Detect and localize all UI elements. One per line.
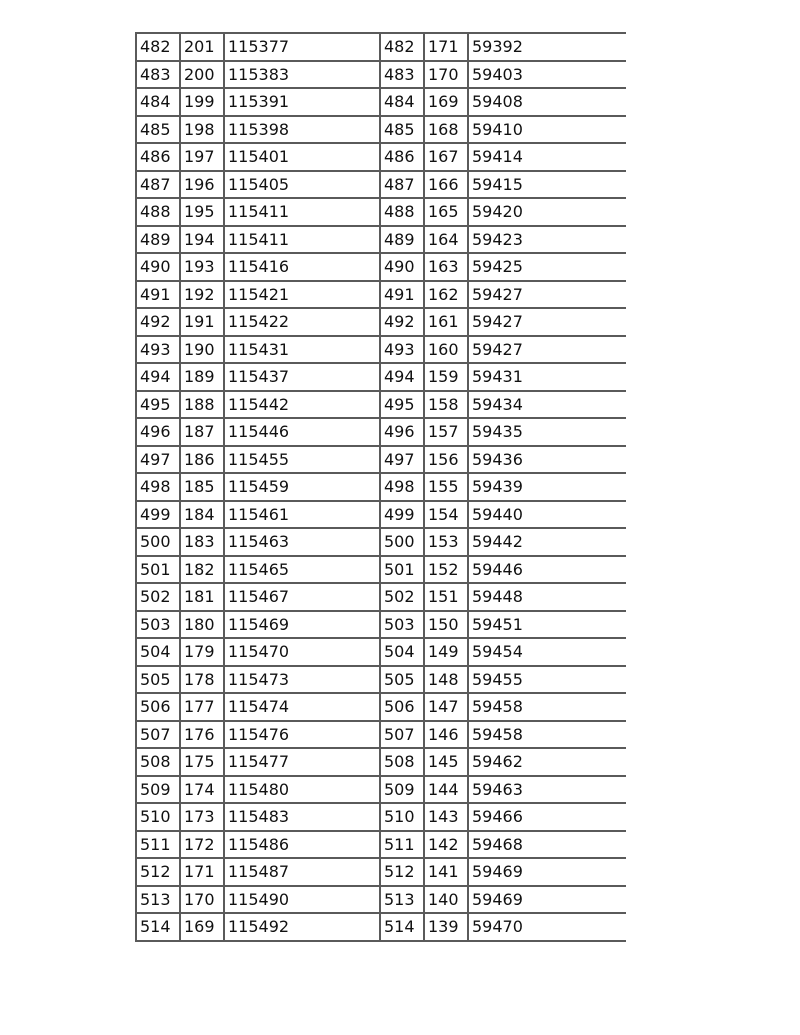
table-cell-cumulative-left: 115411	[224, 226, 380, 254]
table-cell-cumulative-left: 115461	[224, 501, 380, 529]
table-row	[136, 693, 626, 721]
table-row	[136, 776, 626, 804]
table-cell-score-left: 484	[136, 88, 180, 116]
table-cell-score-left: 505	[136, 666, 180, 694]
table-body	[136, 33, 626, 941]
table-cell-score-right: 496	[380, 418, 424, 446]
table-cell-score-left: 513	[136, 886, 180, 914]
table-cell-count-left: 178	[180, 666, 224, 694]
table-cell-score-right: 488	[380, 198, 424, 226]
table-cell-count-left: 176	[180, 721, 224, 749]
table-cell-score-left: 482	[136, 33, 180, 61]
table-cell-cumulative-right: 59425	[468, 253, 626, 281]
table-cell-count-right: 155	[424, 473, 468, 501]
table-cell-score-left: 498	[136, 473, 180, 501]
table-row	[136, 913, 626, 941]
table-row	[136, 281, 626, 309]
table-cell-count-left: 188	[180, 391, 224, 419]
table-cell-score-left: 509	[136, 776, 180, 804]
table-cell-score-left: 514	[136, 913, 180, 941]
table-row	[136, 858, 626, 886]
table-cell-count-left: 173	[180, 803, 224, 831]
table-cell-cumulative-right: 59455	[468, 666, 626, 694]
table-cell-count-right: 145	[424, 748, 468, 776]
table-cell-count-right: 139	[424, 913, 468, 941]
table-row	[136, 831, 626, 859]
table-cell-cumulative-right: 59420	[468, 198, 626, 226]
table-cell-count-left: 198	[180, 116, 224, 144]
table-row	[136, 803, 626, 831]
table-cell-score-right: 489	[380, 226, 424, 254]
table-cell-score-left: 485	[136, 116, 180, 144]
table-cell-cumulative-left: 115377	[224, 33, 380, 61]
table-cell-score-right: 485	[380, 116, 424, 144]
table-row	[136, 61, 626, 89]
table-cell-count-right: 171	[424, 33, 468, 61]
table-cell-cumulative-left: 115465	[224, 556, 380, 584]
table-cell-score-right: 513	[380, 886, 424, 914]
table-cell-score-left: 487	[136, 171, 180, 199]
table-cell-cumulative-right: 59458	[468, 693, 626, 721]
table-cell-cumulative-right: 59431	[468, 363, 626, 391]
table-cell-cumulative-right: 59448	[468, 583, 626, 611]
table-cell-cumulative-left: 115473	[224, 666, 380, 694]
table-row	[136, 886, 626, 914]
table-cell-score-right: 494	[380, 363, 424, 391]
table-cell-score-left: 497	[136, 446, 180, 474]
table-cell-count-right: 142	[424, 831, 468, 859]
table-cell-score-left: 506	[136, 693, 180, 721]
table-cell-count-left: 186	[180, 446, 224, 474]
table-cell-cumulative-left: 115463	[224, 528, 380, 556]
table-cell-count-right: 157	[424, 418, 468, 446]
table-cell-cumulative-left: 115480	[224, 776, 380, 804]
table-cell-count-left: 180	[180, 611, 224, 639]
table-cell-count-right: 147	[424, 693, 468, 721]
table-cell-score-right: 510	[380, 803, 424, 831]
table-row	[136, 556, 626, 584]
table-cell-count-right: 148	[424, 666, 468, 694]
table-row	[136, 143, 626, 171]
table-cell-score-right: 508	[380, 748, 424, 776]
table-cell-cumulative-right: 59458	[468, 721, 626, 749]
table-cell-cumulative-right: 59469	[468, 858, 626, 886]
table-cell-cumulative-left: 115455	[224, 446, 380, 474]
table-cell-count-left: 199	[180, 88, 224, 116]
table-cell-count-left: 170	[180, 886, 224, 914]
table-cell-cumulative-right: 59414	[468, 143, 626, 171]
table-cell-count-right: 160	[424, 336, 468, 364]
table-cell-score-left: 491	[136, 281, 180, 309]
table-cell-count-left: 174	[180, 776, 224, 804]
table-cell-score-right: 509	[380, 776, 424, 804]
table-cell-count-right: 152	[424, 556, 468, 584]
table-row	[136, 116, 626, 144]
table-cell-score-right: 491	[380, 281, 424, 309]
table-cell-count-right: 154	[424, 501, 468, 529]
table-cell-score-left: 493	[136, 336, 180, 364]
table-cell-cumulative-left: 115398	[224, 116, 380, 144]
table-cell-score-left: 507	[136, 721, 180, 749]
table-cell-score-right: 482	[380, 33, 424, 61]
table-cell-score-right: 511	[380, 831, 424, 859]
table-cell-cumulative-left: 115405	[224, 171, 380, 199]
table-cell-score-right: 498	[380, 473, 424, 501]
table-cell-count-right: 168	[424, 116, 468, 144]
table-cell-count-right: 166	[424, 171, 468, 199]
table-cell-count-left: 185	[180, 473, 224, 501]
table-cell-count-left: 193	[180, 253, 224, 281]
table-cell-cumulative-right: 59463	[468, 776, 626, 804]
table-cell-cumulative-right: 59440	[468, 501, 626, 529]
table-row	[136, 528, 626, 556]
table-cell-count-right: 156	[424, 446, 468, 474]
table-cell-count-left: 190	[180, 336, 224, 364]
table-cell-score-left: 510	[136, 803, 180, 831]
table-cell-count-left: 200	[180, 61, 224, 89]
table-cell-cumulative-right: 59439	[468, 473, 626, 501]
table-cell-count-left: 196	[180, 171, 224, 199]
table-cell-cumulative-left: 115437	[224, 363, 380, 391]
table-cell-score-right: 495	[380, 391, 424, 419]
table-cell-score-right: 500	[380, 528, 424, 556]
table-cell-score-left: 488	[136, 198, 180, 226]
table-row	[136, 418, 626, 446]
table-cell-cumulative-left: 115459	[224, 473, 380, 501]
table-cell-count-left: 181	[180, 583, 224, 611]
table-cell-count-right: 143	[424, 803, 468, 831]
table-cell-count-right: 169	[424, 88, 468, 116]
table-cell-count-left: 169	[180, 913, 224, 941]
table-cell-cumulative-right: 59435	[468, 418, 626, 446]
table-cell-cumulative-left: 115474	[224, 693, 380, 721]
table-cell-cumulative-right: 59468	[468, 831, 626, 859]
table-cell-count-left: 179	[180, 638, 224, 666]
table-cell-cumulative-right: 59442	[468, 528, 626, 556]
table-cell-score-right: 493	[380, 336, 424, 364]
table-cell-count-left: 184	[180, 501, 224, 529]
table-cell-score-right: 501	[380, 556, 424, 584]
score-ranking-table	[135, 32, 626, 942]
table-cell-cumulative-right: 59462	[468, 748, 626, 776]
table-cell-cumulative-right: 59454	[468, 638, 626, 666]
table-cell-score-left: 483	[136, 61, 180, 89]
table-cell-score-left: 496	[136, 418, 180, 446]
table-cell-count-right: 153	[424, 528, 468, 556]
table-cell-count-left: 175	[180, 748, 224, 776]
table-cell-cumulative-right: 59392	[468, 33, 626, 61]
table-cell-cumulative-right: 59470	[468, 913, 626, 941]
table-row	[136, 171, 626, 199]
table-cell-score-left: 503	[136, 611, 180, 639]
table-cell-cumulative-left: 115486	[224, 831, 380, 859]
table-row	[136, 748, 626, 776]
table-cell-score-right: 504	[380, 638, 424, 666]
table-cell-cumulative-left: 115442	[224, 391, 380, 419]
table-cell-count-right: 163	[424, 253, 468, 281]
table-cell-score-left: 486	[136, 143, 180, 171]
table-cell-count-left: 177	[180, 693, 224, 721]
table-cell-score-left: 512	[136, 858, 180, 886]
table-cell-score-right: 497	[380, 446, 424, 474]
table-cell-cumulative-left: 115476	[224, 721, 380, 749]
table-cell-score-right: 502	[380, 583, 424, 611]
table-cell-cumulative-left: 115446	[224, 418, 380, 446]
table-row	[136, 363, 626, 391]
table-cell-cumulative-left: 115487	[224, 858, 380, 886]
table-cell-cumulative-left: 115490	[224, 886, 380, 914]
table-row	[136, 473, 626, 501]
table-cell-count-right: 159	[424, 363, 468, 391]
table-row	[136, 226, 626, 254]
table-row	[136, 253, 626, 281]
table-cell-cumulative-right: 59446	[468, 556, 626, 584]
table-row	[136, 583, 626, 611]
table-cell-cumulative-left: 115401	[224, 143, 380, 171]
table-cell-cumulative-right: 59423	[468, 226, 626, 254]
table-cell-cumulative-right: 59427	[468, 281, 626, 309]
table-cell-score-right: 484	[380, 88, 424, 116]
table-cell-score-right: 483	[380, 61, 424, 89]
table-cell-score-left: 490	[136, 253, 180, 281]
table-cell-score-left: 511	[136, 831, 180, 859]
table-row	[136, 721, 626, 749]
table-row	[136, 33, 626, 61]
table-cell-count-right: 170	[424, 61, 468, 89]
table-cell-score-right: 492	[380, 308, 424, 336]
table-cell-count-left: 194	[180, 226, 224, 254]
table-cell-score-left: 494	[136, 363, 180, 391]
table-cell-cumulative-left: 115431	[224, 336, 380, 364]
table-cell-score-right: 512	[380, 858, 424, 886]
table-cell-count-left: 171	[180, 858, 224, 886]
table-cell-score-right: 487	[380, 171, 424, 199]
table-cell-score-left: 502	[136, 583, 180, 611]
table-row	[136, 308, 626, 336]
table-row	[136, 336, 626, 364]
table-cell-score-right: 490	[380, 253, 424, 281]
table-cell-cumulative-right: 59434	[468, 391, 626, 419]
table-cell-count-right: 141	[424, 858, 468, 886]
table-cell-count-right: 151	[424, 583, 468, 611]
table-cell-count-left: 183	[180, 528, 224, 556]
table-cell-count-left: 182	[180, 556, 224, 584]
table-cell-cumulative-right: 59403	[468, 61, 626, 89]
table-cell-count-right: 150	[424, 611, 468, 639]
table-cell-score-right: 499	[380, 501, 424, 529]
table-cell-count-right: 140	[424, 886, 468, 914]
table-cell-count-left: 191	[180, 308, 224, 336]
table-cell-count-left: 189	[180, 363, 224, 391]
table-cell-score-left: 495	[136, 391, 180, 419]
table-cell-cumulative-left: 115470	[224, 638, 380, 666]
table-row	[136, 638, 626, 666]
table-cell-count-left: 192	[180, 281, 224, 309]
table-cell-count-left: 195	[180, 198, 224, 226]
table-cell-count-right: 149	[424, 638, 468, 666]
table-cell-cumulative-right: 59436	[468, 446, 626, 474]
table-cell-score-left: 499	[136, 501, 180, 529]
table-cell-score-right: 514	[380, 913, 424, 941]
table-cell-score-left: 504	[136, 638, 180, 666]
table-cell-score-right: 505	[380, 666, 424, 694]
table-cell-count-left: 187	[180, 418, 224, 446]
table-cell-cumulative-left: 115483	[224, 803, 380, 831]
table-cell-cumulative-right: 59427	[468, 336, 626, 364]
table-cell-score-left: 489	[136, 226, 180, 254]
table-cell-cumulative-left: 115467	[224, 583, 380, 611]
table-cell-cumulative-left: 115421	[224, 281, 380, 309]
table-cell-count-left: 197	[180, 143, 224, 171]
table-cell-cumulative-left: 115391	[224, 88, 380, 116]
table-cell-count-right: 162	[424, 281, 468, 309]
table-cell-count-right: 146	[424, 721, 468, 749]
table-cell-cumulative-left: 115422	[224, 308, 380, 336]
table-cell-count-left: 172	[180, 831, 224, 859]
table-cell-score-left: 501	[136, 556, 180, 584]
table-cell-cumulative-right: 59408	[468, 88, 626, 116]
table-cell-count-right: 144	[424, 776, 468, 804]
table-row	[136, 391, 626, 419]
table-cell-cumulative-left: 115477	[224, 748, 380, 776]
table-cell-score-right: 486	[380, 143, 424, 171]
table-cell-cumulative-left: 115416	[224, 253, 380, 281]
table-cell-count-right: 161	[424, 308, 468, 336]
table-cell-cumulative-left: 115469	[224, 611, 380, 639]
table-cell-count-left: 201	[180, 33, 224, 61]
table-cell-count-right: 164	[424, 226, 468, 254]
table-cell-count-right: 167	[424, 143, 468, 171]
table-row	[136, 446, 626, 474]
table-cell-cumulative-right: 59410	[468, 116, 626, 144]
table-row	[136, 88, 626, 116]
table-cell-cumulative-left: 115492	[224, 913, 380, 941]
table-row	[136, 501, 626, 529]
table-cell-score-right: 506	[380, 693, 424, 721]
table-cell-cumulative-right: 59451	[468, 611, 626, 639]
table-cell-score-right: 503	[380, 611, 424, 639]
table-cell-count-right: 158	[424, 391, 468, 419]
table-cell-cumulative-right: 59427	[468, 308, 626, 336]
table-cell-score-right: 507	[380, 721, 424, 749]
table-cell-cumulative-right: 59469	[468, 886, 626, 914]
table-cell-cumulative-left: 115411	[224, 198, 380, 226]
table-cell-score-left: 500	[136, 528, 180, 556]
table-row	[136, 198, 626, 226]
table-row	[136, 666, 626, 694]
table-cell-count-right: 165	[424, 198, 468, 226]
score-table-container	[135, 32, 626, 1001]
table-cell-score-left: 492	[136, 308, 180, 336]
table-row	[136, 611, 626, 639]
table-cell-score-left: 508	[136, 748, 180, 776]
table-cell-cumulative-right: 59466	[468, 803, 626, 831]
table-cell-cumulative-right: 59415	[468, 171, 626, 199]
table-cell-cumulative-left: 115383	[224, 61, 380, 89]
